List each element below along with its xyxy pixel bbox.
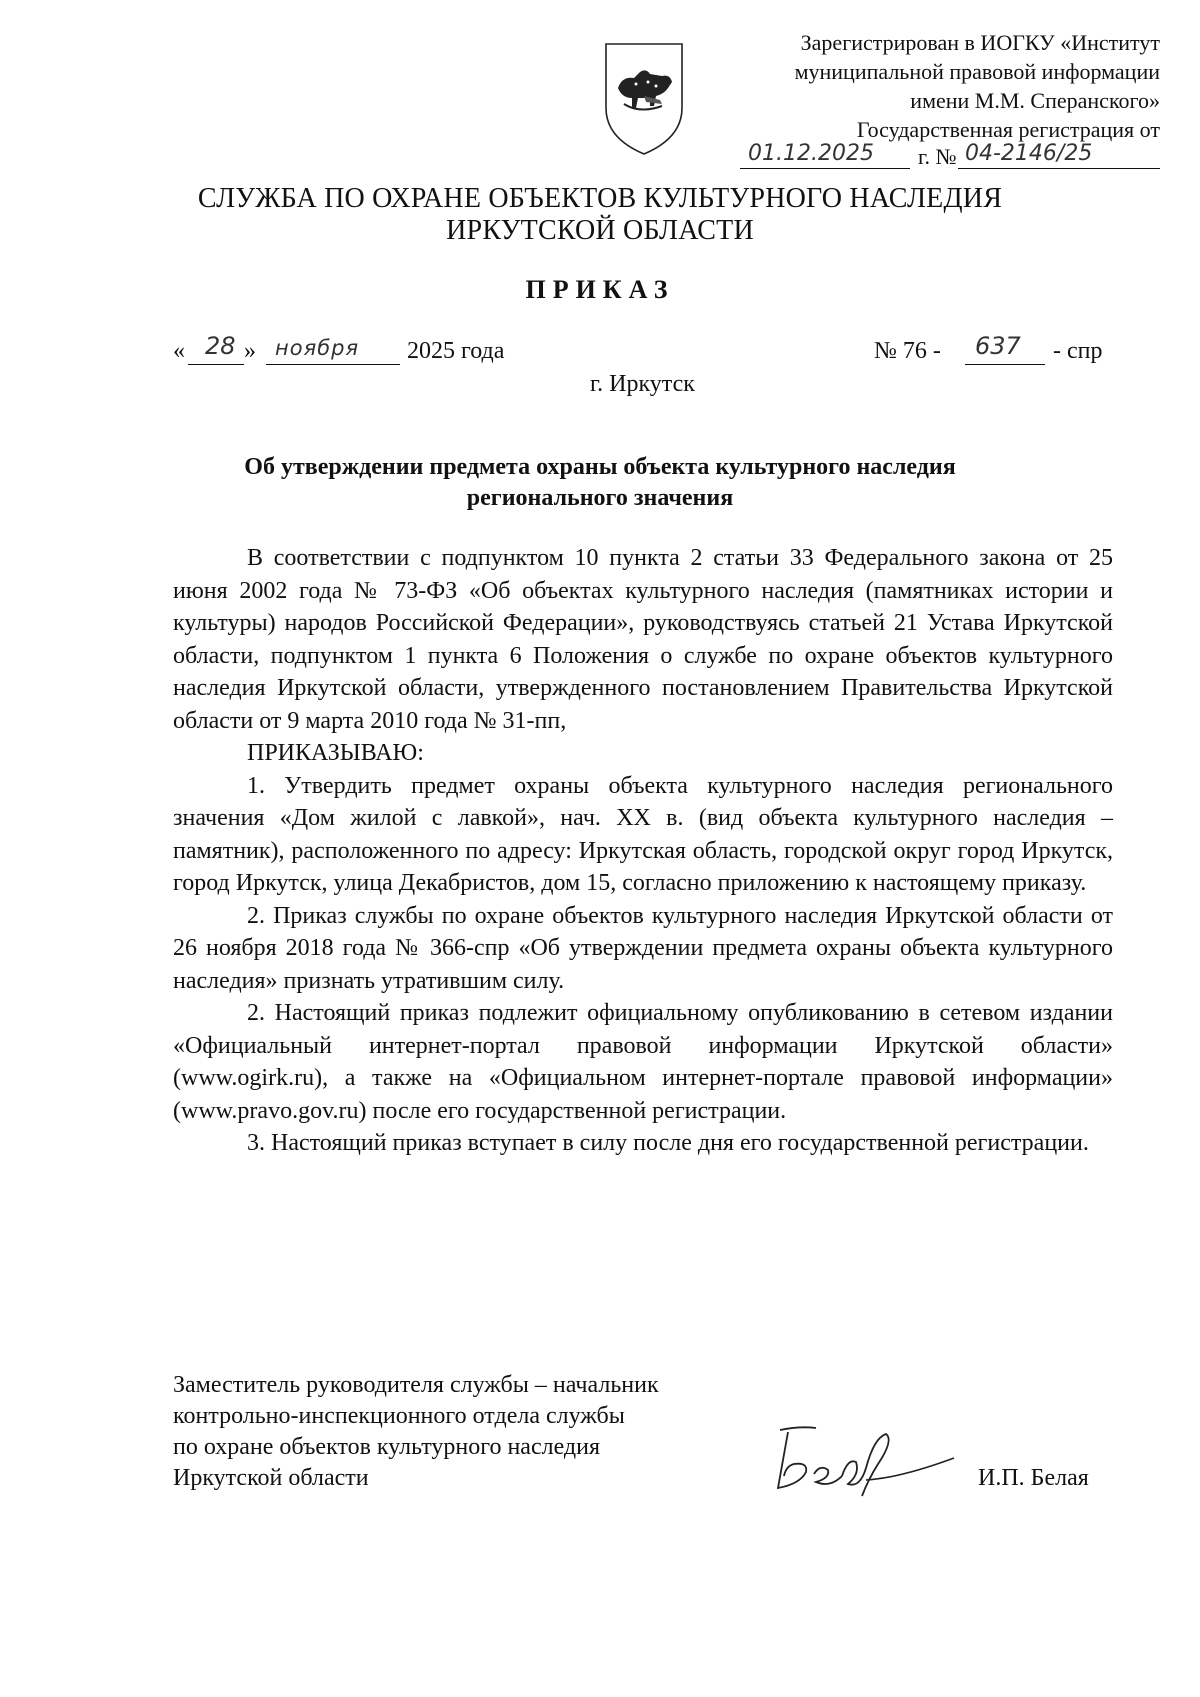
item-1-paragraph: 1. Утвердить предмет охраны объекта культурного наследия регионального значения «Дом жилой с лавкой», нач. XX в. (вид объекта культурного наследия – памятник), расположенного по адресу: Иркутская область, городской округ город Иркутск, город Иркутск, улица Декабристов, дом 15, согласно приложению к настоящему приказу. — [173, 772, 1113, 896]
order-word: ПРИКАЗЫВАЮ: — [247, 740, 424, 766]
preamble-paragraph: В соответствии с подпунктом 10 пункта 2 статьи 33 Федерального закона от 25 июня 2002 года № 73-ФЗ «Об объектах культурного наследия (памятниках истории и культуры) народов Российской Федерации», руководствуясь статьей 21 Устава Иркутской области, подпунктом 1 пункта 6 Положения о службе по охране объектов культурного наследия Иркутской области, утвержденного постановлением Правительства Иркутской области от 9 марта 2010 года № 31-пп, — [173, 545, 1113, 734]
registration-date-underline — [740, 168, 910, 169]
order-number-prefix: № 76 - — [874, 338, 941, 364]
order-subject-line-2: регионального значения — [466, 485, 734, 511]
registration-number-prefix: г. № — [918, 144, 957, 169]
order-city: г. Иркутск — [590, 371, 695, 397]
registration-number: 04-2146/25 — [965, 141, 1093, 166]
signature-position-line-2: контрольно-инспекционного отдела службы — [173, 1403, 625, 1429]
order-day: 28 — [205, 332, 236, 360]
order-title: ПРИКАЗ — [525, 275, 675, 304]
order-number: 637 — [975, 332, 1021, 360]
item-4-paragraph: 3. Настоящий приказ вступает в силу после дня его государственной регистрации. — [247, 1130, 1089, 1156]
registration-stamp — [700, 30, 1160, 180]
signature-position-line-4: Иркутской области — [173, 1465, 369, 1491]
date-open-quote: « — [173, 338, 185, 364]
signature-position-line-1: Заместитель руководителя службы – начальник — [173, 1372, 659, 1398]
registration-date: 01.12.2025 — [748, 141, 874, 166]
order-month: ноября — [275, 336, 360, 360]
agency-name-line-1: СЛУЖБА ПО ОХРАНЕ ОБЪЕКТОВ КУЛЬТУРНОГО НАСЛЕДИЯ — [197, 183, 1003, 214]
registration-line-2: муниципальной правовой информации — [794, 59, 1160, 84]
handwritten-signature-icon — [770, 1418, 960, 1498]
registration-line-1: Зарегистрирован в ИОГКУ «Институт — [800, 30, 1160, 55]
irkutsk-coat-of-arms-icon — [600, 38, 688, 158]
order-year: 2025 года — [407, 338, 505, 364]
registration-line-3: имени М.М. Сперанского» — [910, 88, 1160, 113]
registration-line-4: Государственная регистрация от — [856, 117, 1160, 142]
agency-name-line-2: ИРКУТСКОЙ ОБЛАСТИ — [446, 215, 754, 246]
order-day-underline — [188, 364, 244, 365]
date-close-quote: » — [244, 338, 256, 364]
item-2-paragraph: 2. Приказ службы по охране объектов культурного наследия Иркутской области от 26 ноября 2018 года № 366-спр «Об утверждении предмета охраны объекта культурного наследия» признать утратившим силу. — [173, 902, 1113, 994]
signature-position-line-3: по охране объектов культурного наследия — [173, 1434, 601, 1460]
order-number-underline — [965, 364, 1045, 365]
item-3-paragraph: 2. Настоящий приказ подлежит официальному опубликованию в сетевом издании «Официальный интернет-портал правовой информации Иркутской области» (www.ogirk.ru), а также на «Официальном интернет-портале правовой информации» (www.pravo.gov.ru) после его государственной регистрации. — [173, 1000, 1113, 1124]
order-body — [173, 542, 1113, 1160]
signatory-name: И.П. Белая — [978, 1465, 1089, 1491]
registration-number-underline — [958, 168, 1160, 169]
order-subject-line-1: Об утверждении предмета охраны объекта культурного наследия — [244, 454, 956, 480]
order-month-underline — [266, 364, 400, 365]
order-number-suffix: - спр — [1053, 338, 1103, 364]
